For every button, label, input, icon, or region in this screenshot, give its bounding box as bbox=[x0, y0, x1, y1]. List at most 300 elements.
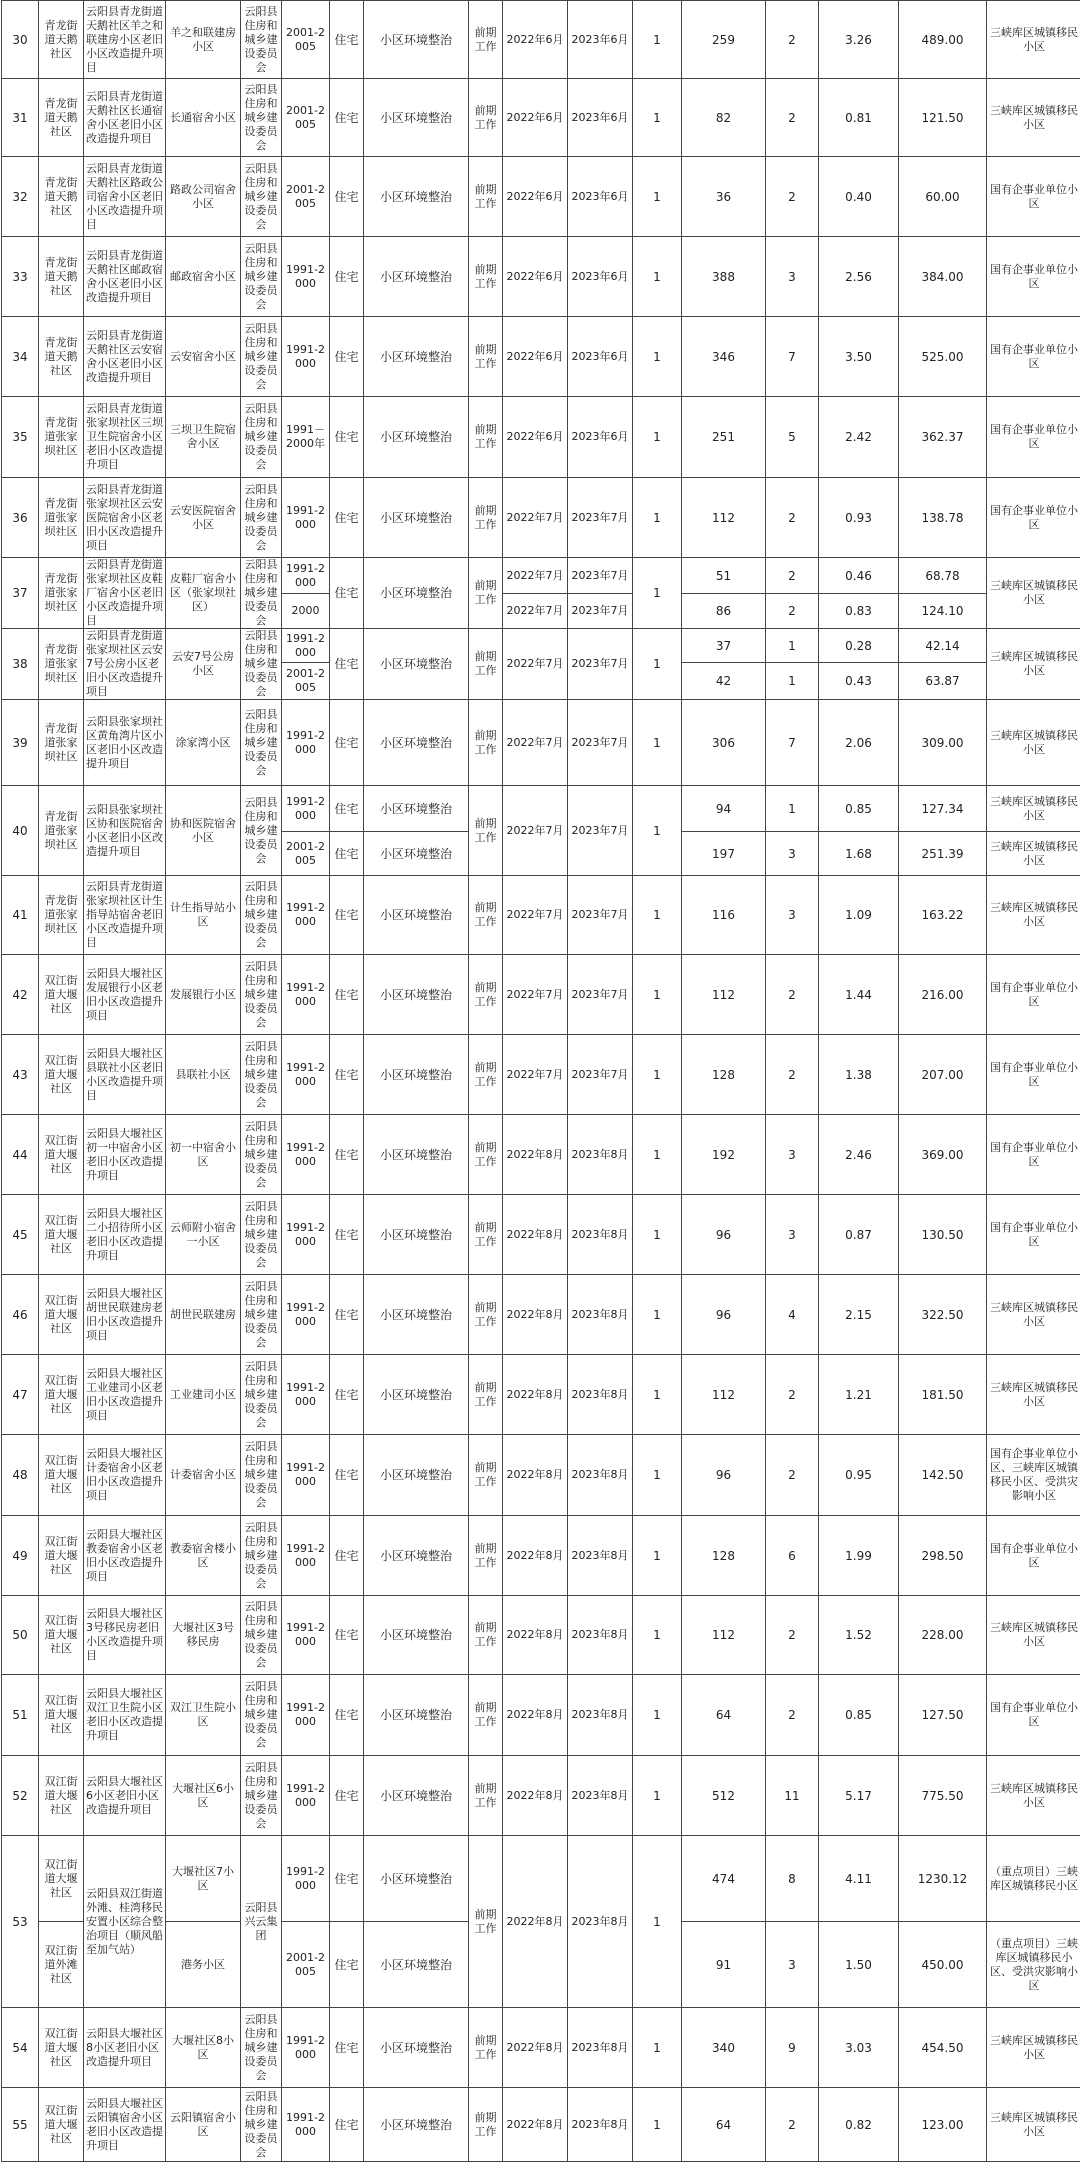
start-date: 2022年7月 bbox=[503, 478, 568, 558]
project-name: 云阳县大堰社区县联社小区老旧小区改造提升项目 bbox=[84, 1035, 166, 1115]
build-year: 2001-2005 bbox=[282, 832, 330, 876]
renovation-content: 小区环境整治 bbox=[364, 1355, 469, 1435]
households-value: 86 bbox=[682, 594, 766, 629]
area-value: 1.21 bbox=[819, 1355, 899, 1435]
renovation-content: 小区环境整治 bbox=[364, 955, 469, 1035]
street-community: 青龙街道张家坝社区 bbox=[39, 478, 84, 558]
table-row bbox=[2, 1275, 1080, 1355]
investment-value: 207.00 bbox=[899, 1035, 987, 1115]
project-name: 云阳县青龙街道张家坝社区皮鞋厂宿舍小区老旧小区改造提升项目 bbox=[84, 558, 166, 629]
buildings-value: 2 bbox=[766, 478, 819, 558]
end-date: 2023年8月 bbox=[568, 2088, 633, 2162]
build-year: 1991－2000年 bbox=[282, 397, 330, 478]
area-value: 3.50 bbox=[819, 317, 899, 397]
start-date: 2022年6月 bbox=[503, 237, 568, 317]
building-type: 住宅 bbox=[330, 558, 364, 629]
buildings-value: 2 bbox=[766, 1, 819, 79]
build-year: 1991-2000 bbox=[282, 1355, 330, 1435]
implementing-unit: 云阳县住房和城乡建设委员会 bbox=[241, 1035, 282, 1115]
community-name: 计委宿舍小区 bbox=[166, 1435, 241, 1516]
street-community: 双江街道大堰社区 bbox=[39, 1756, 84, 1836]
implementing-unit: 云阳县住房和城乡建设委员会 bbox=[241, 1115, 282, 1195]
table-row bbox=[2, 786, 1080, 832]
build-year: 1991-2000 bbox=[282, 786, 330, 832]
community-name: 邮政宿舍小区 bbox=[166, 237, 241, 317]
implementing-unit: 云阳县住房和城乡建设委员会 bbox=[241, 2088, 282, 2162]
count-value: 1 bbox=[633, 1355, 682, 1435]
implementing-unit: 云阳县住房和城乡建设委员会 bbox=[241, 955, 282, 1035]
households-value: 36 bbox=[682, 157, 766, 237]
project-category: 国有企事业单位小区 bbox=[987, 478, 1080, 558]
street-community: 双江街道大堰社区 bbox=[39, 955, 84, 1035]
area-value: 2.46 bbox=[819, 1115, 899, 1195]
households-value: 259 bbox=[682, 1, 766, 79]
build-year: 1991-2000 bbox=[282, 1435, 330, 1516]
build-year: 1991-2000 bbox=[282, 478, 330, 558]
project-category: 三峡库区城镇移民小区 bbox=[987, 786, 1080, 832]
end-date: 2023年7月 bbox=[568, 700, 633, 786]
area-value: 0.81 bbox=[819, 79, 899, 157]
project-category: （重点项目）三峡库区城镇移民小区、受洪灾影响小区 bbox=[987, 1922, 1080, 2008]
row-number: 42 bbox=[2, 955, 39, 1035]
buildings-value: 11 bbox=[766, 1756, 819, 1836]
buildings-value: 2 bbox=[766, 1355, 819, 1435]
community-name: 协和医院宿舍小区 bbox=[166, 786, 241, 876]
building-type: 住宅 bbox=[330, 786, 364, 832]
build-year: 1991-2000 bbox=[282, 1195, 330, 1275]
build-year: 1991-2000 bbox=[282, 1115, 330, 1195]
buildings-value: 1 bbox=[766, 786, 819, 832]
street-community: 双江街道大堰社区 bbox=[39, 2008, 84, 2088]
table-row bbox=[2, 1675, 1080, 1756]
project-category: 三峡库区城镇移民小区 bbox=[987, 2008, 1080, 2088]
buildings-value: 3 bbox=[766, 1922, 819, 2008]
investment-value: 298.50 bbox=[899, 1516, 987, 1596]
renovation-content: 小区环境整治 bbox=[364, 397, 469, 478]
investment-value: 123.00 bbox=[899, 2088, 987, 2162]
buildings-value: 9 bbox=[766, 2008, 819, 2088]
start-date: 2022年8月 bbox=[503, 1275, 568, 1355]
build-year: 1991-2000 bbox=[282, 2088, 330, 2162]
end-date: 2023年8月 bbox=[568, 1675, 633, 1756]
area-value: 1.38 bbox=[819, 1035, 899, 1115]
street-community: 双江街道大堰社区 bbox=[39, 1675, 84, 1756]
renovation-content: 小区环境整治 bbox=[364, 1275, 469, 1355]
street-community: 青龙街道天鹅社区 bbox=[39, 317, 84, 397]
area-value: 0.93 bbox=[819, 478, 899, 558]
project-category: 三峡库区城镇移民小区 bbox=[987, 700, 1080, 786]
buildings-value: 3 bbox=[766, 832, 819, 876]
building-type: 住宅 bbox=[330, 79, 364, 157]
street-community: 双江街道大堰社区 bbox=[39, 2088, 84, 2162]
project-name: 云阳县大堰社区胡世民联建房老旧小区改造提升项目 bbox=[84, 1275, 166, 1355]
investment-value: 450.00 bbox=[899, 1922, 987, 2008]
renovation-content: 小区环境整治 bbox=[364, 1035, 469, 1115]
project-name: 云阳县张家坝社区协和医院宿舍小区老旧小区改造提升项目 bbox=[84, 786, 166, 876]
project-category: 国有企事业单位小区 bbox=[987, 1195, 1080, 1275]
table-row bbox=[2, 558, 1080, 594]
build-year: 1991-2000 bbox=[282, 629, 330, 663]
area-value: 2.06 bbox=[819, 700, 899, 786]
row-number: 38 bbox=[2, 629, 39, 700]
table-row bbox=[2, 1756, 1080, 1836]
households-value: 128 bbox=[682, 1516, 766, 1596]
project-category: 国有企事业单位小区 bbox=[987, 955, 1080, 1035]
investment-value: 130.50 bbox=[899, 1195, 987, 1275]
build-year: 1991-2000 bbox=[282, 1275, 330, 1355]
project-category: 国有企事业单位小区 bbox=[987, 1035, 1080, 1115]
building-type: 住宅 bbox=[330, 700, 364, 786]
implementing-unit: 云阳县住房和城乡建设委员会 bbox=[241, 1275, 282, 1355]
renovation-content: 小区环境整治 bbox=[364, 1, 469, 79]
renovation-content: 小区环境整治 bbox=[364, 1435, 469, 1516]
row-number: 52 bbox=[2, 1756, 39, 1836]
project-stage: 前期工作 bbox=[469, 1675, 503, 1756]
renovation-content: 小区环境整治 bbox=[364, 317, 469, 397]
area-value: 0.87 bbox=[819, 1195, 899, 1275]
investment-value: 163.22 bbox=[899, 876, 987, 955]
row-number: 43 bbox=[2, 1035, 39, 1115]
community-name: 云安宿舍小区 bbox=[166, 317, 241, 397]
area-value: 2.56 bbox=[819, 237, 899, 317]
community-name: 皮鞋厂宿舍小区（张家坝社区） bbox=[166, 558, 241, 629]
investment-value: 216.00 bbox=[899, 955, 987, 1035]
buildings-value: 2 bbox=[766, 157, 819, 237]
build-year: 1991-2000 bbox=[282, 700, 330, 786]
renovation-content: 小区环境整治 bbox=[364, 1596, 469, 1675]
project-category: 国有企事业单位小区 bbox=[987, 317, 1080, 397]
investment-value: 384.00 bbox=[899, 237, 987, 317]
community-name: 云师附小宿舍一小区 bbox=[166, 1195, 241, 1275]
renovation-content: 小区环境整治 bbox=[364, 1195, 469, 1275]
build-year: 1991-2000 bbox=[282, 876, 330, 955]
count-value: 1 bbox=[633, 1115, 682, 1195]
building-type: 住宅 bbox=[330, 1922, 364, 2008]
investment-value: 124.10 bbox=[899, 594, 987, 629]
project-name: 云阳县青龙街道天鹅社区羊之和联建房小区老旧小区改造提升项目 bbox=[84, 1, 166, 79]
build-year: 2001-2005 bbox=[282, 1, 330, 79]
building-type: 住宅 bbox=[330, 1275, 364, 1355]
end-date: 2023年8月 bbox=[568, 1195, 633, 1275]
project-name: 云阳县大堰社区计委宿舍小区老旧小区改造提升项目 bbox=[84, 1435, 166, 1516]
project-category: 三峡库区城镇移民小区 bbox=[987, 1275, 1080, 1355]
investment-value: 309.00 bbox=[899, 700, 987, 786]
table-row bbox=[2, 1, 1080, 79]
buildings-value: 7 bbox=[766, 317, 819, 397]
project-name: 云阳县青龙街道天鹅社区长通宿舍小区老旧小区改造提升项目 bbox=[84, 79, 166, 157]
building-type: 住宅 bbox=[330, 1836, 364, 1922]
area-value: 1.09 bbox=[819, 876, 899, 955]
street-community: 青龙街道张家坝社区 bbox=[39, 558, 84, 629]
households-value: 128 bbox=[682, 1035, 766, 1115]
start-date: 2022年6月 bbox=[503, 397, 568, 478]
start-date: 2022年6月 bbox=[503, 317, 568, 397]
buildings-value: 6 bbox=[766, 1516, 819, 1596]
street-community: 青龙街道天鹅社区 bbox=[39, 237, 84, 317]
end-date: 2023年8月 bbox=[568, 1275, 633, 1355]
street-community: 双江街道大堰社区 bbox=[39, 1355, 84, 1435]
count-value: 1 bbox=[633, 629, 682, 700]
buildings-value: 1 bbox=[766, 663, 819, 700]
row-number: 37 bbox=[2, 558, 39, 629]
build-year: 2001-2005 bbox=[282, 157, 330, 237]
table-row bbox=[2, 955, 1080, 1035]
buildings-value: 1 bbox=[766, 629, 819, 663]
project-stage: 前期工作 bbox=[469, 1, 503, 79]
row-number: 50 bbox=[2, 1596, 39, 1675]
buildings-value: 2 bbox=[766, 558, 819, 594]
start-date: 2022年8月 bbox=[503, 1115, 568, 1195]
end-date: 2023年8月 bbox=[568, 1115, 633, 1195]
start-date: 2022年7月 bbox=[503, 786, 568, 876]
building-type: 住宅 bbox=[330, 629, 364, 700]
row-number: 55 bbox=[2, 2088, 39, 2162]
community-name: 涂家湾小区 bbox=[166, 700, 241, 786]
project-category: 三峡库区城镇移民小区 bbox=[987, 1596, 1080, 1675]
table-row bbox=[2, 700, 1080, 786]
project-stage: 前期工作 bbox=[469, 478, 503, 558]
count-value: 1 bbox=[633, 79, 682, 157]
start-date: 2022年8月 bbox=[503, 2088, 568, 2162]
project-stage: 前期工作 bbox=[469, 317, 503, 397]
table-row bbox=[2, 1435, 1080, 1516]
community-name: 县联社小区 bbox=[166, 1035, 241, 1115]
count-value: 1 bbox=[633, 2008, 682, 2088]
households-value: 474 bbox=[682, 1836, 766, 1922]
project-category: 国有企事业单位小区 bbox=[987, 1115, 1080, 1195]
end-date: 2023年8月 bbox=[568, 1355, 633, 1435]
renovation-content: 小区环境整治 bbox=[364, 629, 469, 700]
community-name: 初一中宿舍小区 bbox=[166, 1115, 241, 1195]
community-name: 双江卫生院小区 bbox=[166, 1675, 241, 1756]
investment-value: 489.00 bbox=[899, 1, 987, 79]
end-date: 2023年6月 bbox=[568, 397, 633, 478]
project-stage: 前期工作 bbox=[469, 629, 503, 700]
area-value: 1.50 bbox=[819, 1922, 899, 2008]
row-number: 48 bbox=[2, 1435, 39, 1516]
end-date: 2023年6月 bbox=[568, 237, 633, 317]
project-name: 云阳县青龙街道天鹅社区路政公司宿舍小区老旧小区改造提升项目 bbox=[84, 157, 166, 237]
row-number: 47 bbox=[2, 1355, 39, 1435]
households-value: 112 bbox=[682, 1596, 766, 1675]
households-value: 64 bbox=[682, 1675, 766, 1756]
community-name: 路政公司宿舍小区 bbox=[166, 157, 241, 237]
start-date: 2022年8月 bbox=[503, 1756, 568, 1836]
count-value: 1 bbox=[633, 1756, 682, 1836]
households-value: 388 bbox=[682, 237, 766, 317]
count-value: 1 bbox=[633, 317, 682, 397]
households-value: 42 bbox=[682, 663, 766, 700]
row-number: 41 bbox=[2, 876, 39, 955]
area-value: 1.68 bbox=[819, 832, 899, 876]
project-stage: 前期工作 bbox=[469, 1756, 503, 1836]
project-category: 三峡库区城镇移民小区 bbox=[987, 876, 1080, 955]
build-year: 2001-2005 bbox=[282, 79, 330, 157]
renovation-content: 小区环境整治 bbox=[364, 1836, 469, 1922]
project-stage: 前期工作 bbox=[469, 1435, 503, 1516]
investment-value: 525.00 bbox=[899, 317, 987, 397]
table-row bbox=[2, 157, 1080, 237]
end-date: 2023年7月 bbox=[568, 594, 633, 629]
buildings-value: 3 bbox=[766, 237, 819, 317]
table-row bbox=[2, 2088, 1080, 2162]
buildings-value: 2 bbox=[766, 1435, 819, 1516]
build-year: 1991-2000 bbox=[282, 237, 330, 317]
renovation-content: 小区环境整治 bbox=[364, 1516, 469, 1596]
end-date: 2023年8月 bbox=[568, 1836, 633, 2008]
build-year: 1991-2000 bbox=[282, 558, 330, 594]
project-stage: 前期工作 bbox=[469, 955, 503, 1035]
street-community: 青龙街道天鹅社区 bbox=[39, 79, 84, 157]
investment-value: 138.78 bbox=[899, 478, 987, 558]
community-name: 大堰社区3号移民房 bbox=[166, 1596, 241, 1675]
project-stage: 前期工作 bbox=[469, 397, 503, 478]
build-year: 1991-2000 bbox=[282, 1836, 330, 1922]
building-type: 住宅 bbox=[330, 1675, 364, 1756]
implementing-unit: 云阳县住房和城乡建设委员会 bbox=[241, 1355, 282, 1435]
project-category: 国有企事业单位小区 bbox=[987, 397, 1080, 478]
row-number: 33 bbox=[2, 237, 39, 317]
build-year: 1991-2000 bbox=[282, 2008, 330, 2088]
street-community: 双江街道大堰社区 bbox=[39, 1516, 84, 1596]
end-date: 2023年7月 bbox=[568, 955, 633, 1035]
count-value: 1 bbox=[633, 478, 682, 558]
implementing-unit: 云阳县住房和城乡建设委员会 bbox=[241, 397, 282, 478]
project-stage: 前期工作 bbox=[469, 1596, 503, 1675]
implementing-unit: 云阳县住房和城乡建设委员会 bbox=[241, 1516, 282, 1596]
project-stage: 前期工作 bbox=[469, 1195, 503, 1275]
community-name: 发展银行小区 bbox=[166, 955, 241, 1035]
building-type: 住宅 bbox=[330, 2088, 364, 2162]
start-date: 2022年8月 bbox=[503, 1435, 568, 1516]
project-name: 云阳县大堰社区二小招待所小区老旧小区改造提升项目 bbox=[84, 1195, 166, 1275]
households-value: 82 bbox=[682, 79, 766, 157]
start-date: 2022年8月 bbox=[503, 1836, 568, 2008]
end-date: 2023年8月 bbox=[568, 1596, 633, 1675]
area-value: 2.15 bbox=[819, 1275, 899, 1355]
end-date: 2023年8月 bbox=[568, 2008, 633, 2088]
community-name: 港务小区 bbox=[166, 1922, 241, 2008]
project-category: 三峡库区城镇移民小区 bbox=[987, 1355, 1080, 1435]
renovation-content: 小区环境整治 bbox=[364, 79, 469, 157]
households-value: 51 bbox=[682, 558, 766, 594]
implementing-unit: 云阳县住房和城乡建设委员会 bbox=[241, 629, 282, 700]
end-date: 2023年6月 bbox=[568, 79, 633, 157]
build-year: 1991-2000 bbox=[282, 1035, 330, 1115]
count-value: 1 bbox=[633, 876, 682, 955]
street-community: 双江街道大堰社区 bbox=[39, 1115, 84, 1195]
implementing-unit: 云阳县住房和城乡建设委员会 bbox=[241, 1195, 282, 1275]
build-year: 1991-2000 bbox=[282, 1675, 330, 1756]
street-community: 青龙街道天鹅社区 bbox=[39, 157, 84, 237]
row-number: 49 bbox=[2, 1516, 39, 1596]
investment-value: 142.50 bbox=[899, 1435, 987, 1516]
investment-value: 68.78 bbox=[899, 558, 987, 594]
build-year: 1991-2000 bbox=[282, 1596, 330, 1675]
row-number: 40 bbox=[2, 786, 39, 876]
table-row bbox=[2, 1516, 1080, 1596]
implementing-unit: 云阳县住房和城乡建设委员会 bbox=[241, 558, 282, 629]
buildings-value: 5 bbox=[766, 397, 819, 478]
project-stage: 前期工作 bbox=[469, 1115, 503, 1195]
street-community: 双江街道外滩社区 bbox=[39, 1922, 84, 2008]
building-type: 住宅 bbox=[330, 157, 364, 237]
buildings-value: 2 bbox=[766, 2088, 819, 2162]
end-date: 2023年7月 bbox=[568, 786, 633, 876]
renovation-content: 小区环境整治 bbox=[364, 1675, 469, 1756]
renovation-content: 小区环境整治 bbox=[364, 832, 469, 876]
renovation-content: 小区环境整治 bbox=[364, 876, 469, 955]
count-value: 1 bbox=[633, 157, 682, 237]
building-type: 住宅 bbox=[330, 876, 364, 955]
buildings-value: 4 bbox=[766, 1275, 819, 1355]
start-date: 2022年8月 bbox=[503, 1596, 568, 1675]
renovation-content: 小区环境整治 bbox=[364, 786, 469, 832]
area-value: 4.11 bbox=[819, 1836, 899, 1922]
project-stage: 前期工作 bbox=[469, 1836, 503, 2008]
project-category: 三峡库区城镇移民小区 bbox=[987, 832, 1080, 876]
street-community: 青龙街道张家坝社区 bbox=[39, 876, 84, 955]
count-value: 1 bbox=[633, 1516, 682, 1596]
buildings-value: 7 bbox=[766, 700, 819, 786]
end-date: 2023年7月 bbox=[568, 629, 633, 700]
start-date: 2022年8月 bbox=[503, 1355, 568, 1435]
table-row bbox=[2, 79, 1080, 157]
area-value: 0.28 bbox=[819, 629, 899, 663]
building-type: 住宅 bbox=[330, 1516, 364, 1596]
area-value: 0.46 bbox=[819, 558, 899, 594]
count-value: 1 bbox=[633, 1195, 682, 1275]
implementing-unit: 云阳县住房和城乡建设委员会 bbox=[241, 317, 282, 397]
investment-value: 1230.12 bbox=[899, 1836, 987, 1922]
project-category: （重点项目）三峡库区城镇移民小区 bbox=[987, 1836, 1080, 1922]
building-type: 住宅 bbox=[330, 1355, 364, 1435]
street-community: 青龙街道张家坝社区 bbox=[39, 786, 84, 876]
end-date: 2023年6月 bbox=[568, 1, 633, 79]
investment-value: 121.50 bbox=[899, 79, 987, 157]
row-number: 53 bbox=[2, 1836, 39, 2008]
households-value: 112 bbox=[682, 955, 766, 1035]
street-community: 青龙街道张家坝社区 bbox=[39, 700, 84, 786]
investment-value: 60.00 bbox=[899, 157, 987, 237]
table-row bbox=[2, 397, 1080, 478]
renovation-content: 小区环境整治 bbox=[364, 237, 469, 317]
project-stage: 前期工作 bbox=[469, 2008, 503, 2088]
end-date: 2023年6月 bbox=[568, 317, 633, 397]
area-value: 1.44 bbox=[819, 955, 899, 1035]
start-date: 2022年7月 bbox=[503, 876, 568, 955]
households-value: 91 bbox=[682, 1922, 766, 2008]
building-type: 住宅 bbox=[330, 237, 364, 317]
end-date: 2023年7月 bbox=[568, 558, 633, 594]
project-name: 云阳县大堰社区双江卫生院小区老旧小区改造提升项目 bbox=[84, 1675, 166, 1756]
area-value: 0.85 bbox=[819, 1675, 899, 1756]
start-date: 2022年8月 bbox=[503, 1675, 568, 1756]
households-value: 64 bbox=[682, 2088, 766, 2162]
street-community: 双江街道大堰社区 bbox=[39, 1596, 84, 1675]
count-value: 1 bbox=[633, 237, 682, 317]
build-year: 1991-2000 bbox=[282, 1756, 330, 1836]
end-date: 2023年8月 bbox=[568, 1516, 633, 1596]
project-stage: 前期工作 bbox=[469, 1516, 503, 1596]
street-community: 双江街道大堰社区 bbox=[39, 1836, 84, 1922]
project-stage: 前期工作 bbox=[469, 1275, 503, 1355]
buildings-value: 2 bbox=[766, 955, 819, 1035]
table-row bbox=[2, 629, 1080, 663]
project-name: 云阳县大堰社区教委宿舍小区老旧小区改造提升项目 bbox=[84, 1516, 166, 1596]
table-row bbox=[2, 1195, 1080, 1275]
project-name: 云阳县青龙街道张家坝社区云安医院宿舍小区老旧小区改造提升项目 bbox=[84, 478, 166, 558]
